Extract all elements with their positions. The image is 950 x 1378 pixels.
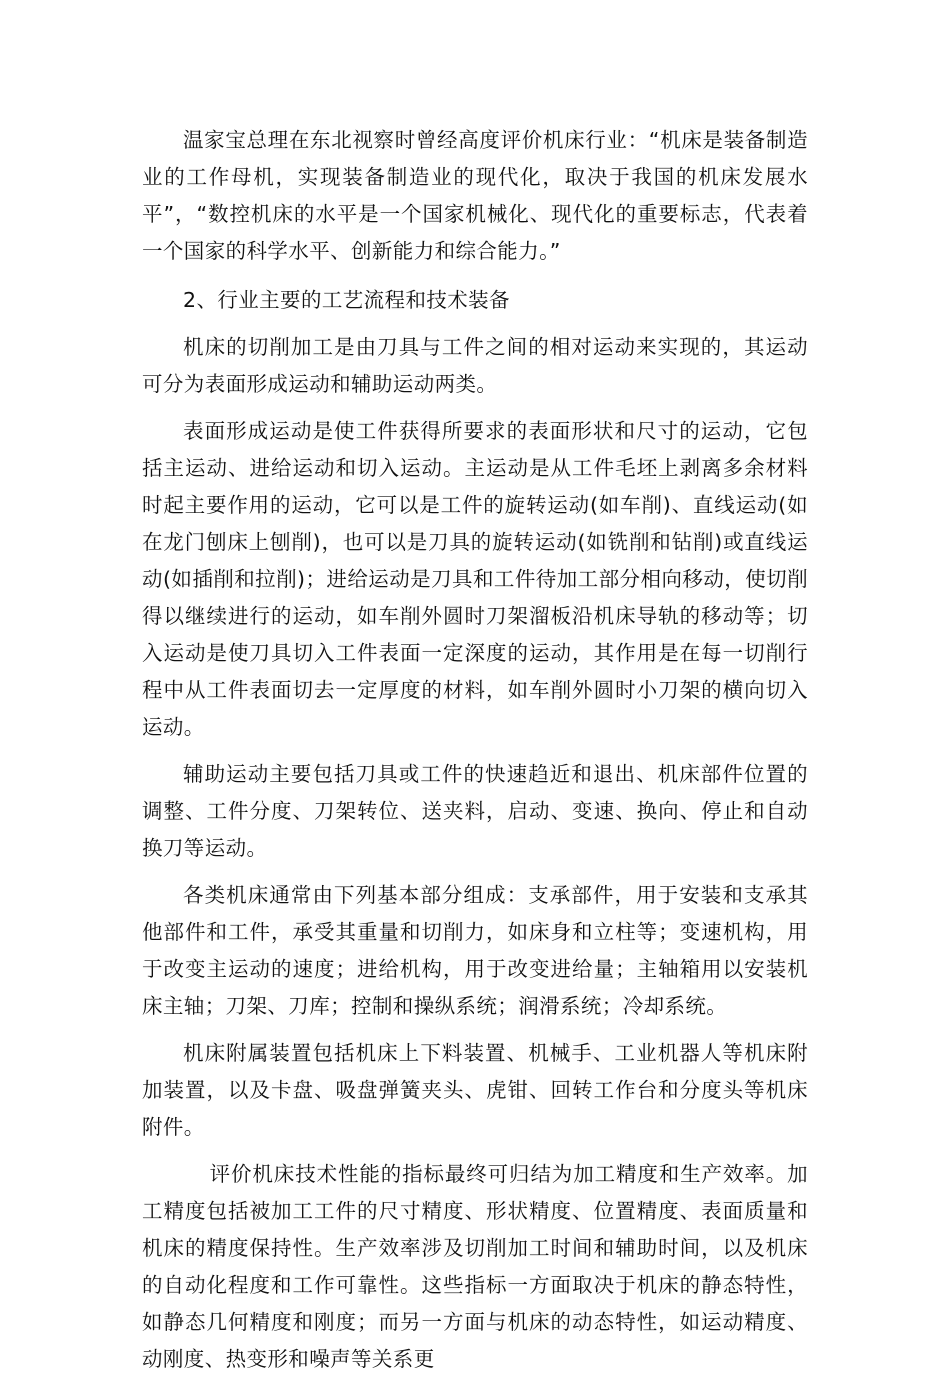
document-body: [142, 122, 808, 1378]
paragraph-machine-components: 各类机床通常由下列基本部分组成：支承部件，用于安装和支承其他部件和工件，承受其重量和切削力，如床身和立柱等；变速机构，用于改变主运动的速度；进给机构，用于改变进给量；主轴箱用以安装机床主轴；刀架、刀库；控制和操纵系统；润滑系统；冷却系统。: [142, 883, 808, 1018]
paragraph-premier-quote: 温家宝总理在东北视察时曾经高度评价机床行业：“机床是装备制造业的工作母机，实现装备制造业的现代化，取决于我国的机床发展水平”，“数控机床的水平是一个国家机械化、现代化的重要标志，代表着一个国家的科学水平、创新能力和综合能力。”: [142, 128, 808, 263]
section-heading-process-flow: 2、行业主要的工艺流程和技术装备: [183, 288, 510, 312]
paragraph-auxiliary-motion: 辅助运动主要包括刀具或工件的快速趋近和退出、机床部件位置的调整、工件分度、刀架转位、送夹料，启动、变速、换向、停止和自动换刀等运动。: [142, 762, 808, 860]
paragraph-performance-indicators: 评价机床技术性能的指标最终可归结为加工精度和生产效率。加工精度包括被加工工件的尺寸精度、形状精度、位置精度、表面质量和机床的精度保持性。生产效率涉及切削加工时间和辅助时间，以及机床的自动化程度和工作可靠性。这些指标一方面取决于机床的静态特性，如静态几何精度和刚度；而另一方面与机床的动态特性，如运动精度、动刚度、热变形和噪声等关系更: [142, 1162, 808, 1371]
paragraph-cutting-motion: 机床的切削加工是由刀具与工件之间的相对运动来实现的，其运动可分为表面形成运动和辅助运动两类。: [142, 335, 808, 396]
paragraph-surface-forming-motion: 表面形成运动是使工件获得所要求的表面形状和尺寸的运动，它包括主运动、进给运动和切入运动。主运动是从工件毛坯上剥离多余材料时起主要作用的运动，它可以是工件的旋转运动(如车削)、直线运动(如在龙门刨床上刨削)，也可以是刀具的旋转运动(如铣削和钻削)或直线运动(如插削和拉削)；进给运动是刀具和工件待加工部分相向移动，使切削得以继续进行的运动，如车削外圆时刀架溜板沿机床导轨的移动等；切入运动是使刀具切入工件表面一定深度的运动，其作用是在每一切削行程中从工件表面切去一定厚度的材料，如车削外圆时小刀架的横向切入运动。: [142, 419, 808, 739]
paragraph-accessories: 机床附属装置包括机床上下料装置、机械手、工业机器人等机床附加装置，以及卡盘、吸盘弹簧夹头、虎钳、回转工作台和分度头等机床附件。: [142, 1041, 808, 1139]
